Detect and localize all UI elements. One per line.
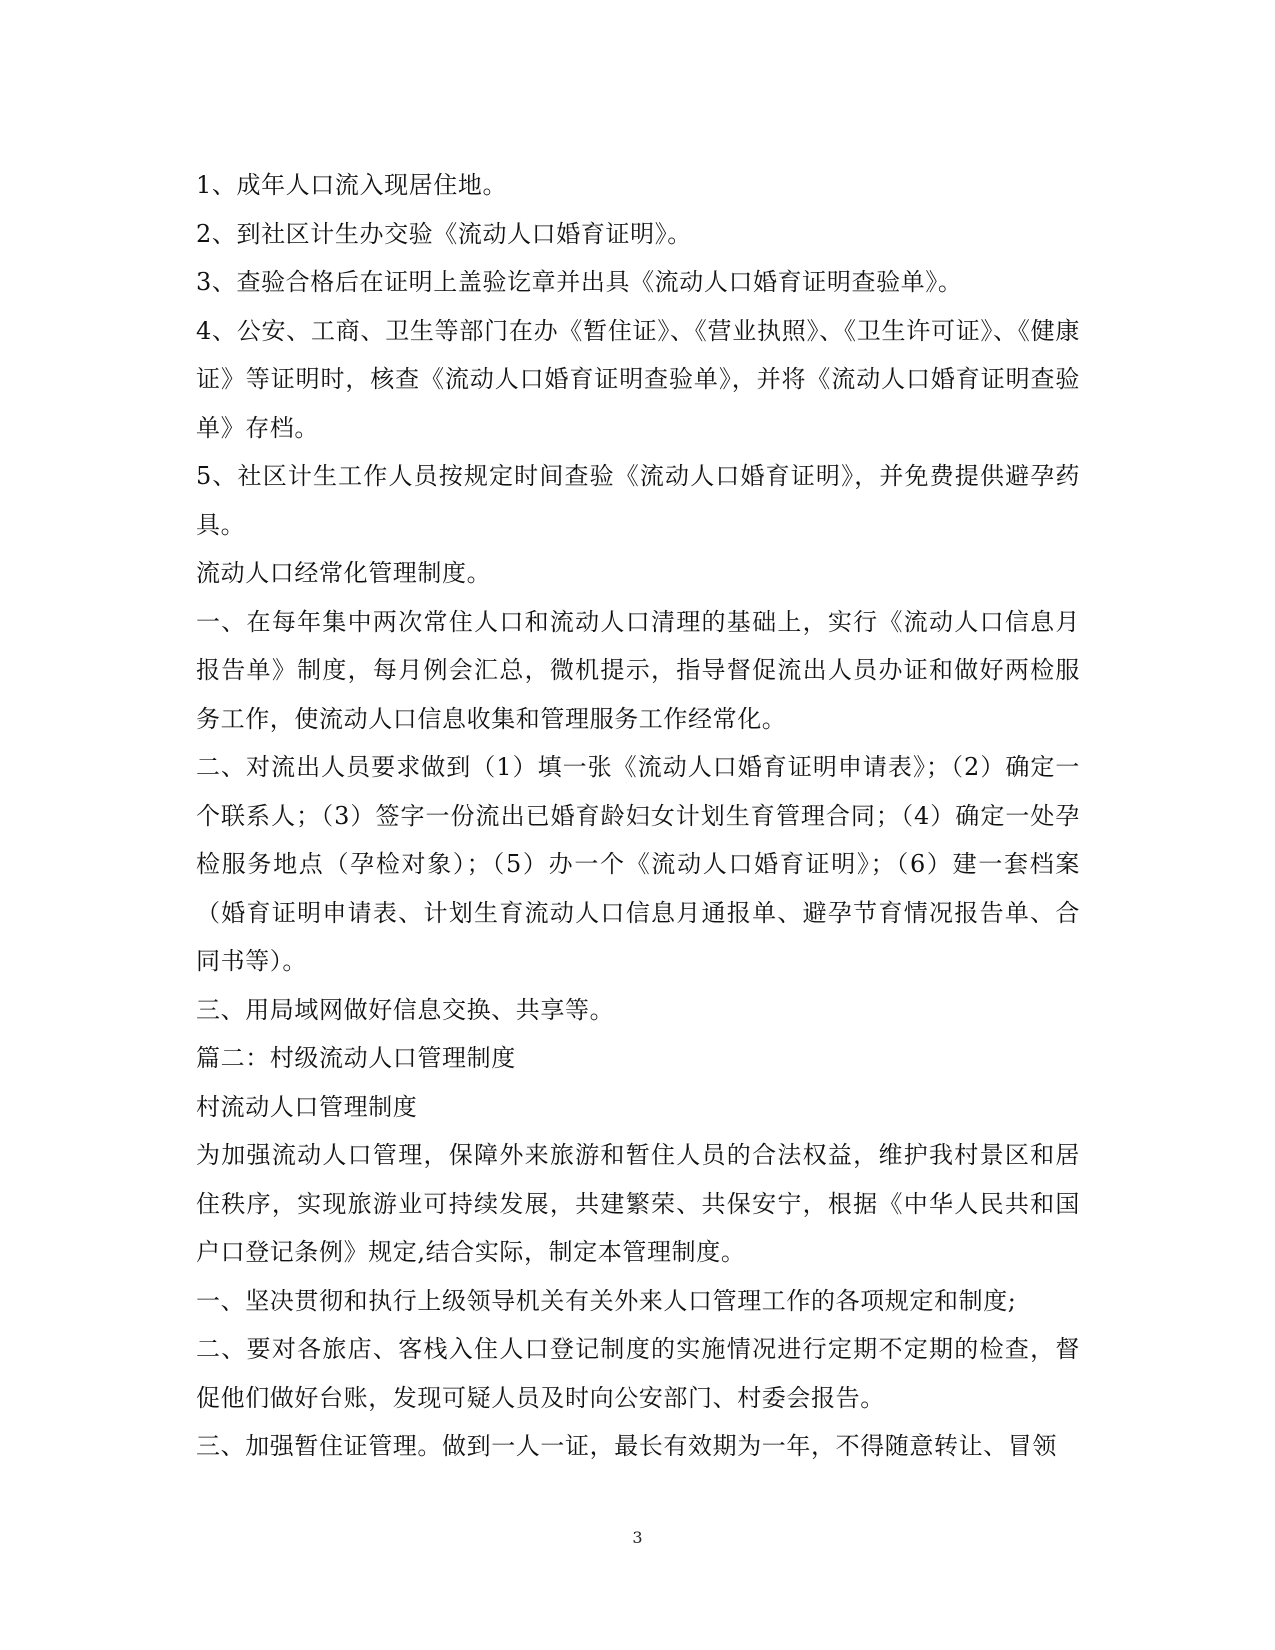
- village-rule-item-3: 三、加强暂住证管理。做到一人一证，最长有效期为一年，不得随意转让、冒领: [196, 1432, 1057, 1460]
- list-item-3: 3、查验合格后在证明上盖验讫章并出具《流动人口婚育证明查验单》。: [196, 268, 963, 296]
- list-item-1: 1、成年人口流入现居住地。: [196, 171, 508, 199]
- village-rule-item-2: 二、要对各旅店、客栈入住人口登记制度的实施情况进行定期不定期的检查，督促他们做好台账，发现可疑人员及时向公安部门、村委会报告。: [196, 1335, 1080, 1412]
- chapter-title: 篇二：村级流动人口管理制度: [196, 1044, 516, 1072]
- village-rule-item-1: 一、坚决贯彻和执行上级领导机关有关外来人口管理工作的各项规定和制度;: [196, 1286, 1017, 1315]
- list-item-5: 5、社区计生工作人员按规定时间查验《流动人口婚育证明》，并免费提供避孕药具。: [196, 462, 1080, 539]
- document-title: 村流动人口管理制度: [196, 1092, 418, 1121]
- section-heading-routine-management: 流动人口经常化管理制度。: [196, 559, 492, 587]
- rule-item-3: 三、用局域网做好信息交换、共享等。: [196, 995, 615, 1024]
- page-number: 3: [632, 1528, 643, 1547]
- document-body: [196, 161, 1080, 1471]
- rule-item-2: 二、对流出人员要求做到（1）填一张《流动人口婚育证明申请表》；（2）确定一个联系人；（3）签字一份流出已婚育龄妇女计划生育管理合同；（4）确定一处孕检服务地点（孕检对象）；（5）办一个《流动人口婚育证明》；（6）建一套档案（婚育证明申请表、计划生育流动人口信息月通报单、避孕节育情况报告单、合同书等）。: [196, 753, 1080, 975]
- list-item-2: 2、到社区计生办交验《流动人口婚育证明》。: [196, 219, 692, 248]
- preamble-paragraph: 为加强流动人口管理，保障外来旅游和暂住人员的合法权益，维护我村景区和居住秩序，实现旅游业可持续发展，共建繁荣、共保安宁，根据《中华人民共和国户口登记条例》规定,结合实际，制定本管理制度。: [196, 1141, 1080, 1266]
- rule-item-1: 一、在每年集中两次常住人口和流动人口清理的基础上，实行《流动人口信息月报告单》制度，每月例会汇总，微机提示，指导督促流出人员办证和做好两检服务工作，使流动人口信息收集和管理服务工作经常化。: [196, 607, 1080, 733]
- list-item-4: 4、公安、工商、卫生等部门在办《暂住证》、《营业执照》、《卫生许可证》、《健康证》等证明时，核查《流动人口婚育证明查验单》，并将《流动人口婚育证明查验单》存档。: [196, 316, 1080, 442]
